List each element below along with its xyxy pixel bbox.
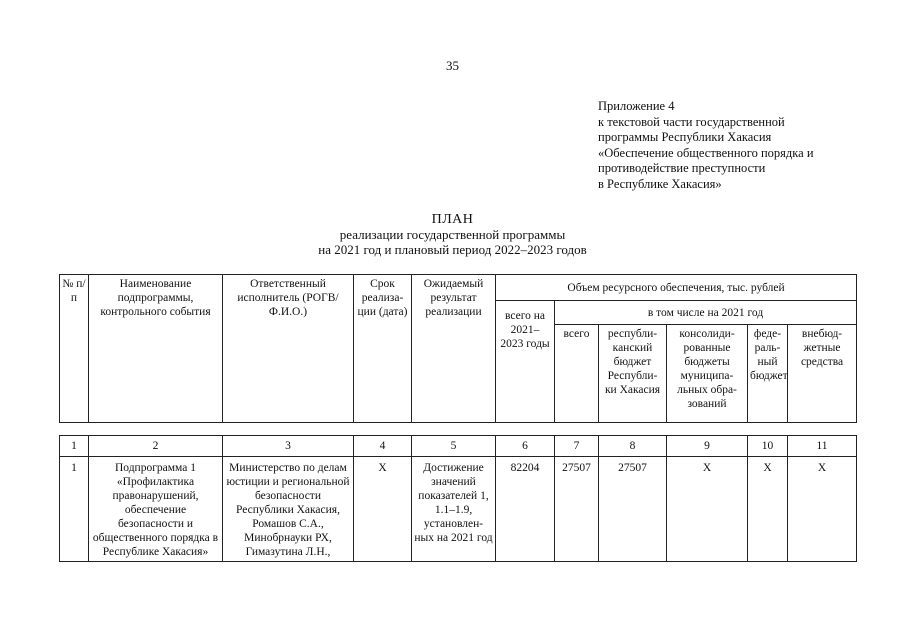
header-resources: Объем ресурсного обеспечения, тыс. рублей: [496, 275, 857, 301]
cell-municipal: Х: [667, 457, 748, 562]
appendix-line: программы Республики Хакасия: [598, 130, 772, 144]
plan-table: [59, 274, 857, 562]
appendix-line: Приложение 4: [598, 99, 675, 113]
column-number: 1: [60, 436, 89, 457]
column-number: 9: [667, 436, 748, 457]
column-number: 6: [496, 436, 555, 457]
header-name: Наименование подпрограммы, контрольного события: [89, 275, 223, 423]
appendix-line: в Республике Хакасия»: [598, 176, 722, 191]
header-extra: внебюд- жетные средства: [788, 325, 857, 423]
cell-federal: Х: [748, 457, 788, 562]
cell-num: 1: [60, 457, 89, 562]
column-number: 7: [555, 436, 599, 457]
plan-heading: ПЛАН: [431, 212, 474, 227]
header-republic: республи- канский бюджет Республи- ки Хакасия: [599, 325, 667, 423]
header-municipal: консолиди- рованные бюджеты муниципа- льных обра- зований: [667, 325, 748, 423]
column-number: 5: [412, 436, 496, 457]
plan-title: [0, 212, 905, 257]
appendix-line: «Обеспечение общественного порядка и: [598, 145, 814, 160]
cell-term: Х: [354, 457, 412, 562]
cell-all: 27507: [555, 457, 599, 562]
cell-result: Достижение значений показателей 1, 1.1–1.9, установлен- ных на 2021 год: [412, 457, 496, 562]
column-number: 2: [89, 436, 223, 457]
plan-subtitle-line: реализации государственной программы: [339, 227, 566, 242]
column-number: 4: [354, 436, 412, 457]
column-number: 8: [599, 436, 667, 457]
cell-republic: 27507: [599, 457, 667, 562]
header-all: всего: [555, 325, 599, 423]
header-result: Ожидаемый результат реализации: [412, 275, 496, 423]
appendix-block: [598, 99, 814, 192]
column-number: 11: [788, 436, 857, 457]
header-num: № п/п: [60, 275, 89, 423]
plan-subtitle-line: на 2021 год и плановый период 2022–2023 годов: [318, 242, 587, 257]
header-federal: феде- раль- ный бюджет: [748, 325, 788, 423]
appendix-line: к текстовой части государственной: [598, 114, 785, 129]
table-row: [60, 457, 857, 562]
header-executor: Ответственный исполнитель (РОГВ/Ф.И.О.): [223, 275, 354, 423]
cell-total: 82204: [496, 457, 555, 562]
header-term: Срок реализа- ции (дата): [354, 275, 412, 423]
table-gap: [60, 423, 857, 436]
appendix-line: противодействие преступности: [598, 161, 766, 175]
page-number: 35: [446, 58, 459, 73]
cell-name: Подпрограмма 1 «Профилактика правонарушений, обеспечение безопасности и общественного порядка в Республике Хакасия»: [89, 457, 223, 562]
cell-extra: Х: [788, 457, 857, 562]
header-in-2021: в том числе на 2021 год: [555, 301, 857, 325]
column-number: 10: [748, 436, 788, 457]
header-total: всего на 2021– 2023 годы: [496, 301, 555, 423]
cell-executor: Министерство по делам юстиции и региональной безопасности Республики Хакасия, Ромашов С.А., Минобрнауки РХ, Гимазутина Л.Н.,: [223, 457, 354, 562]
column-number: 3: [223, 436, 354, 457]
